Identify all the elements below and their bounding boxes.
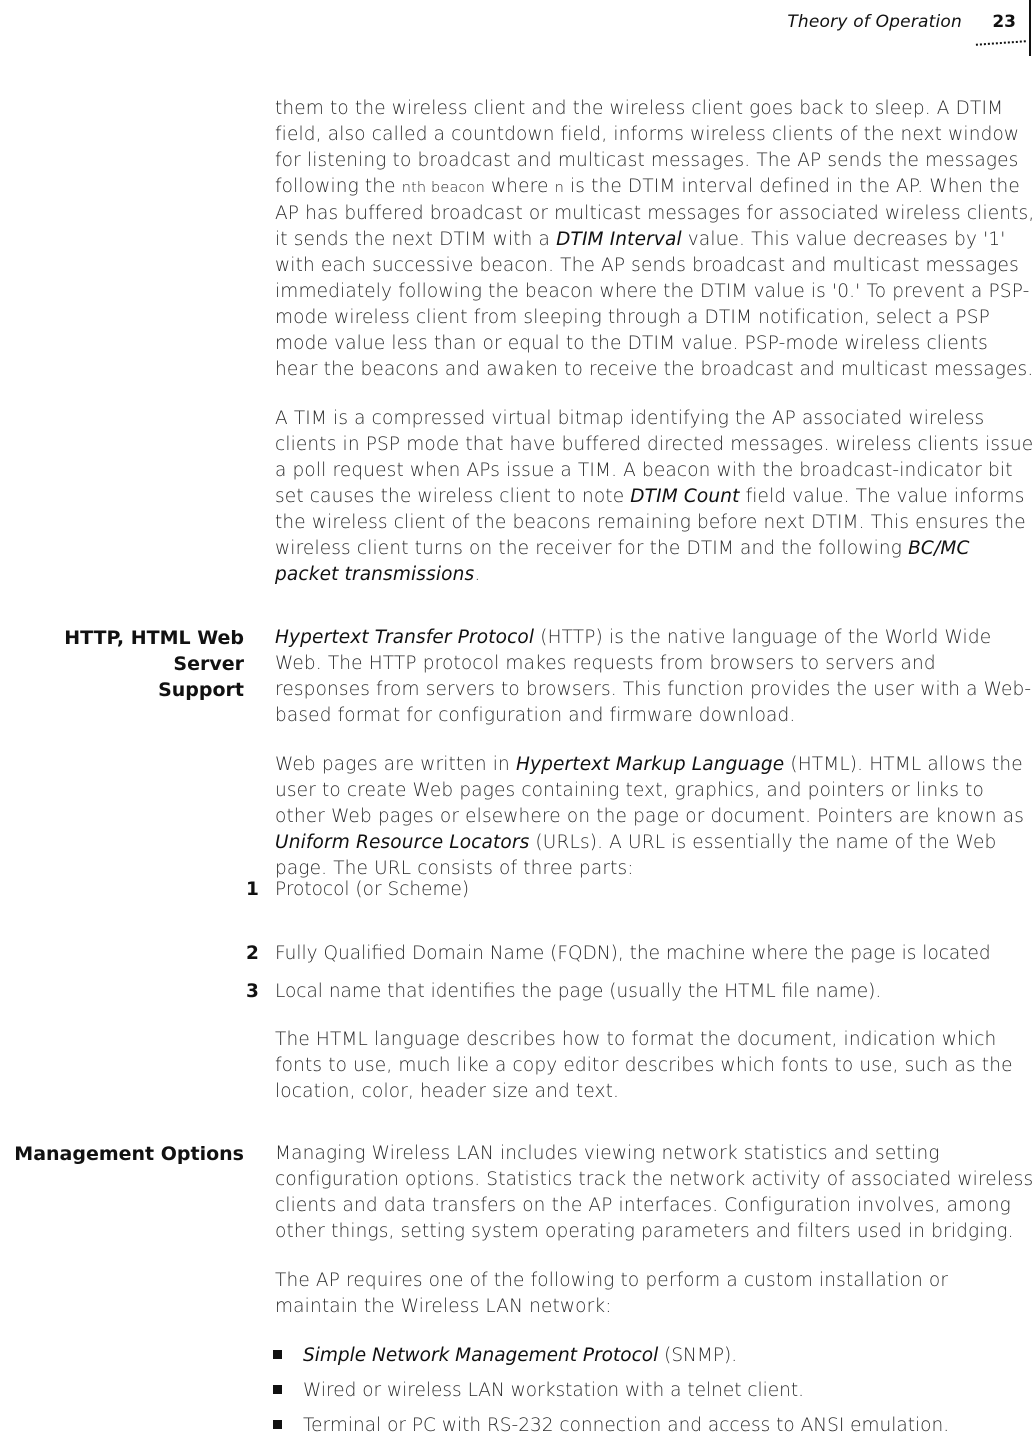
bullet-list-item: Simple Network Management Protocol (SNMP).	[273, 1343, 737, 1369]
bullet-square-icon	[273, 1350, 282, 1359]
bullet-list-item: Terminal or PC with RS-232 connection and access to ANSI emulation.	[273, 1413, 949, 1439]
bullet-list-item: Wired or wireless LAN workstation with a telnet client.	[273, 1378, 804, 1404]
page-number: 23	[992, 12, 1016, 32]
bullet-square-icon	[273, 1420, 282, 1429]
url-parts-list-item: 2 Fully Qualified Domain Name (FQDN), the machine where the page is located	[246, 943, 991, 964]
running-header-title: Theory of Operation	[787, 12, 962, 32]
bullet-square-icon	[273, 1385, 282, 1394]
http-paragraph-2: Web pages are written in Hypertext Markup Language (HTML). HTML allows the user to create Web pages containing text, graphics, and pointers or links to other Web pages or elsewhere on the page or document. Pointers are known as Uniform Resource Locators (URLs). A URL is essentially the name of the Web page. The URL consists of three parts:	[275, 754, 1024, 879]
dtim-paragraph-2: A TIM is a compressed virtual bitmap identifying the AP associated wireless clients in PSP mode that have buffered directed messages. wireless clients issue a poll request when APs issue a TIM. A beacon with the broadcast-indicator bit set causes the wireless client to note DTIM Count field value. The value informs the wireless client of the beacons remaining before next DTIM. This ensures the wireless client turns on the receiver for the DTIM and the following BC/MC packet transmissions.	[275, 408, 1034, 585]
header-dots-decoration	[976, 40, 1026, 49]
section-heading-management: Management Options	[14, 1143, 244, 1165]
http-paragraph-3: The HTML language describes how to format the document, indication which fonts to use, much like a copy editor describes which fonts to use, such as the location, color, header size and text.	[275, 1029, 1013, 1102]
mgmt-paragraph-1: Managing Wireless LAN includes viewing network statistics and setting configuration options. Statistics track the network activity of associated wireless clients and data transfers on the AP interfaces. Configuration involves, among other things, setting system operating parameters and filters used in bridging.	[275, 1143, 1034, 1242]
url-parts-list-item: 1 Protocol (or Scheme)	[246, 879, 470, 900]
mgmt-paragraph-2: The AP requires one of the following to perform a custom installation or maintain the Wireless LAN network:	[275, 1270, 949, 1317]
http-paragraph-1: Hypertext Transfer Protocol (HTTP) is the native language of the World Wide Web. The HTTP protocol makes requests from browsers to servers and responses from servers to browsers. This function provides the user with a Web-based format for configuration and firmware download.	[275, 627, 1032, 726]
section-heading-http: HTTP, HTML Web Server Support	[64, 627, 244, 701]
header-rule	[1029, 0, 1031, 56]
dtim-paragraph-1: them to the wireless client and the wireless client goes back to sleep. A DTIM field, also called a countdown field, informs wireless clients of the next window for listening to broadcast and multicast messages. The AP sends the messages following the nth beacon where n is the DTIM interval defined in the AP. When the AP has buffered broadcast or multicast messages for associated wireless clients, it sends the next DTIM with a DTIM Interval value. This value decreases by '1' with each successive beacon. The AP sends broadcast and multicast messages immediately following the beacon where the DTIM value is '0.' To prevent a PSP-mode wireless client from sleeping through a DTIM notification, select a PSP mode value less than or equal to the DTIM value. PSP-mode wireless clients hear the beacons and awaken to receive the broadcast and multicast messages.	[275, 98, 1034, 380]
url-parts-list-item: 3 Local name that identifies the page (usually the HTML file name).	[246, 981, 882, 1002]
